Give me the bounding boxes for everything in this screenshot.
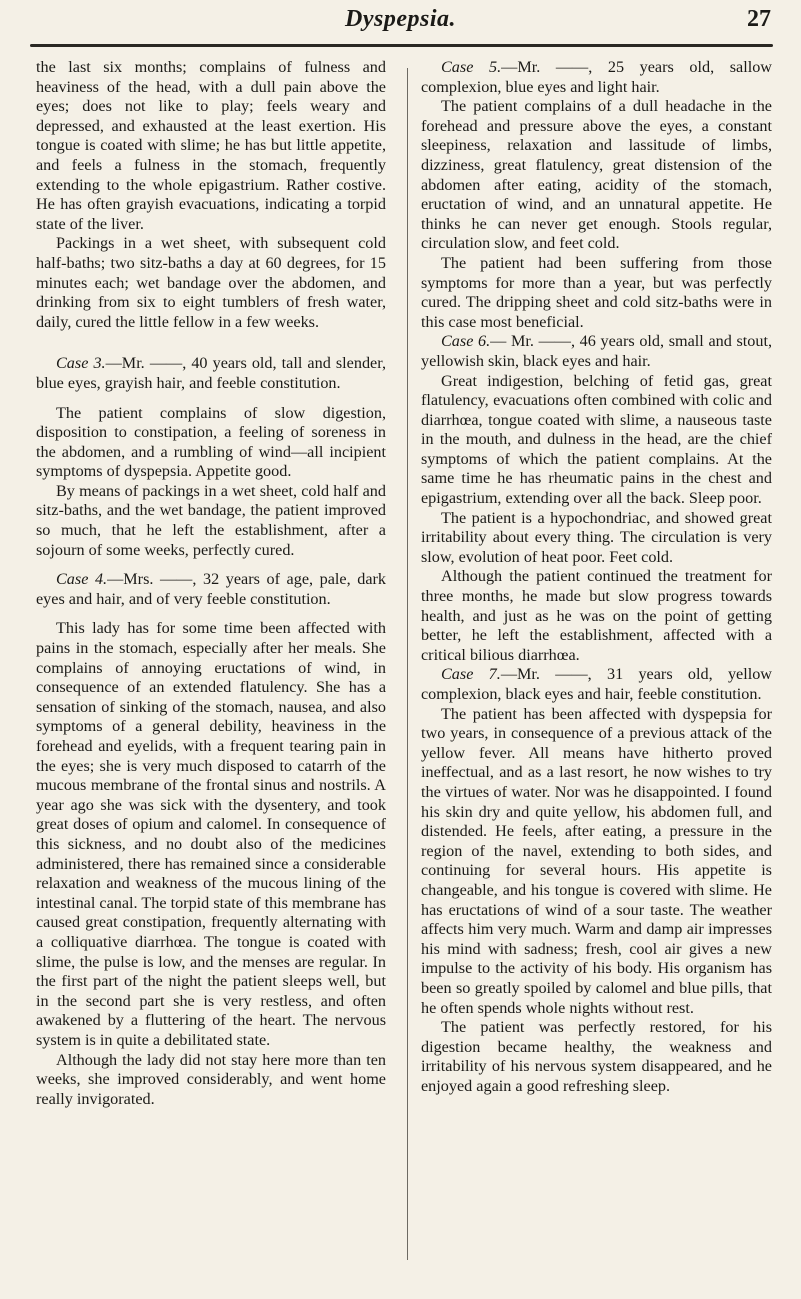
case-intro: — Mr. ——, 46 years old, small and stout, yellowish skin, black eyes and hair.: [421, 332, 772, 370]
left-column: [36, 58, 386, 1109]
paragraph: Great indigestion, belching of fetid gas, great flatulency, evacuations often combined with colic and diarrhœa, tongue coated with slime, a nauseous taste in the mouth, and dulness in the head, are the chief symptoms of which the patient complains. At the same time he has rheumatic pains in the chest and epigastrium, extending over all the back. Sleep poor.: [421, 371, 772, 508]
paragraph: Packings in a wet sheet, with subsequent cold half-baths; two sitz-baths a day at 60 degrees, for 15 minutes each; wet bandage over the abdomen, and drinking from six to eight tumblers of fresh water, daily, cured the little fellow in a few weeks.: [36, 234, 386, 331]
page-header: [0, 0, 801, 40]
paragraph: the last six months; complains of fulness and heaviness of the head, with a dull pain above the eyes; does not like to play; feels weary and depressed, and exhausted at the least exertion. His tongue is coated with slime; he has but little appetite, and feels a fulness in the stomach, frequently extending to the whole epigastrium. Rather costive. He has often grayish evacuations, indicating a torpid state of the liver.: [36, 58, 386, 233]
right-column: [421, 58, 772, 1096]
paragraph: Although the lady did not stay here more than ten weeks, she improved considerably, and went home really invigorated.: [36, 1050, 386, 1108]
paragraph: The patient has been affected with dyspepsia for two years, in consequence of a previous attack of the yellow fever. All means have hitherto proved ineffectual, and as a last resort, he now wishes to try the virtues of water. Nor was he disappointed. I found his skin dry and quite yellow, his abdomen full, and distended. He feels, after eating, a pressure in the region of the navel, extending to both sides, and continuing for several hours. His appetite is changeable, and his tongue is covered with slime. He has eructations of wind of a sour taste. The weather affects him very much. Warm and damp air impresses his mind with sadness; fresh, cool air gives a new impulse to the activity of his body. His organism has been so greatly spoiled by calomel and blue pills, that he often spends whole nights without rest.: [421, 704, 772, 1017]
case-intro: —Mr. ——, 31 years old, yellow complexion, black eyes and hair, feeble constitution.: [421, 665, 773, 703]
paragraph: By means of packings in a wet sheet, cold half and sitz-baths, and the wet bandage, the patient improved so much, that he left the establishment, after a sojourn of some weeks, perfectly cured.: [36, 481, 386, 559]
header-rule: [30, 44, 773, 47]
case-heading: [36, 354, 386, 393]
case-heading: [421, 58, 772, 97]
case-intro: —Mr. ——, 25 years old, sallow complexion, blue eyes and light hair.: [421, 58, 773, 96]
column-divider: [407, 68, 408, 1260]
case-label: Case 7.: [441, 665, 501, 684]
paragraph: The patient had been suffering from those symptoms for more than a year, but was perfectly cured. The dripping sheet and cold sitz-baths were in this case most beneficial.: [421, 253, 772, 331]
case-label: Case 3.: [56, 354, 106, 373]
case-heading: [421, 665, 772, 704]
case-heading: [421, 332, 772, 371]
case-label: Case 6.: [441, 332, 491, 351]
paragraph: The patient complains of slow digestion, disposition to constipation, a feeling of soreness in the abdomen, and a rumbling of wind—all incipient symptoms of dyspepsia. Appetite good.: [36, 403, 386, 481]
paragraph: Although the patient continued the treatment for three months, he made but slow progress towards health, and just as he was on the point of getting better, he left the establishment, affected with a critical bilious diarrhœa.: [421, 567, 772, 664]
paragraph: The patient was perfectly restored, for his digestion became healthy, the weakness and irritability of his nervous system disappeared, and he enjoyed again a good refreshing sleep.: [421, 1018, 772, 1095]
case-intro: —Mrs. ——, 32 years of age, pale, dark eyes and hair, and of very feeble constitution.: [36, 570, 386, 608]
page-number: 27: [747, 6, 771, 32]
case-intro: —Mr. ——, 40 years old, tall and slender, blue eyes, grayish hair, and feeble constitution.: [36, 354, 387, 392]
running-title: Dyspepsia.: [345, 6, 456, 32]
case-label: Case 4.: [56, 570, 108, 589]
paragraph: The patient is a hypochondriac, and showed great irritability about every thing. The circulation is very slow, evolution of heat poor. Feet cold.: [421, 508, 772, 566]
case-label: Case 5.: [441, 58, 502, 76]
paragraph: This lady has for some time been affected with pains in the stomach, especially after her meals. She complains of annoying eructations of wind, in consequence of an extended flatulency. She has a sensation of sinking of the stomach, nausea, and also symptoms of a general debility, heaviness in the forehead and eyelids, with a frequent tearing pain in the eyes; she is very much disposed to catarrh of the mucous membrane of the frontal sinus and nostrils. A year ago she was sick with the dysentery, and took great doses of opium and calomel. In consequence of this sickness, and no doubt also of the medicines administered, there has remained since a considerable relaxation and weakness of the mucous lining of the intestinal canal. The torpid state of this membrane has caused great constipation, frequently alternating with a colliquative diarrhœa. The tongue is coated with slime, the pulse is low, and the menses are regular. In the first part of the night the patient sleeps well, but in the second part she is very restless, and often awakened by a fluttering of the heart. The nervous system is in quite a debilitated state.: [36, 619, 386, 1049]
paragraph: The patient complains of a dull headache in the forehead and pressure above the eyes, a constant sleepiness, relaxation and lassitude of limbs, dizziness, great flatulency, great distension of the abdomen after eating, acidity of the stomach, eructation of wind, and an unnatural appetite. He thinks he can never get enough. Stools regular, circulation slow, and feet cold.: [421, 97, 772, 253]
case-heading: [36, 570, 386, 609]
